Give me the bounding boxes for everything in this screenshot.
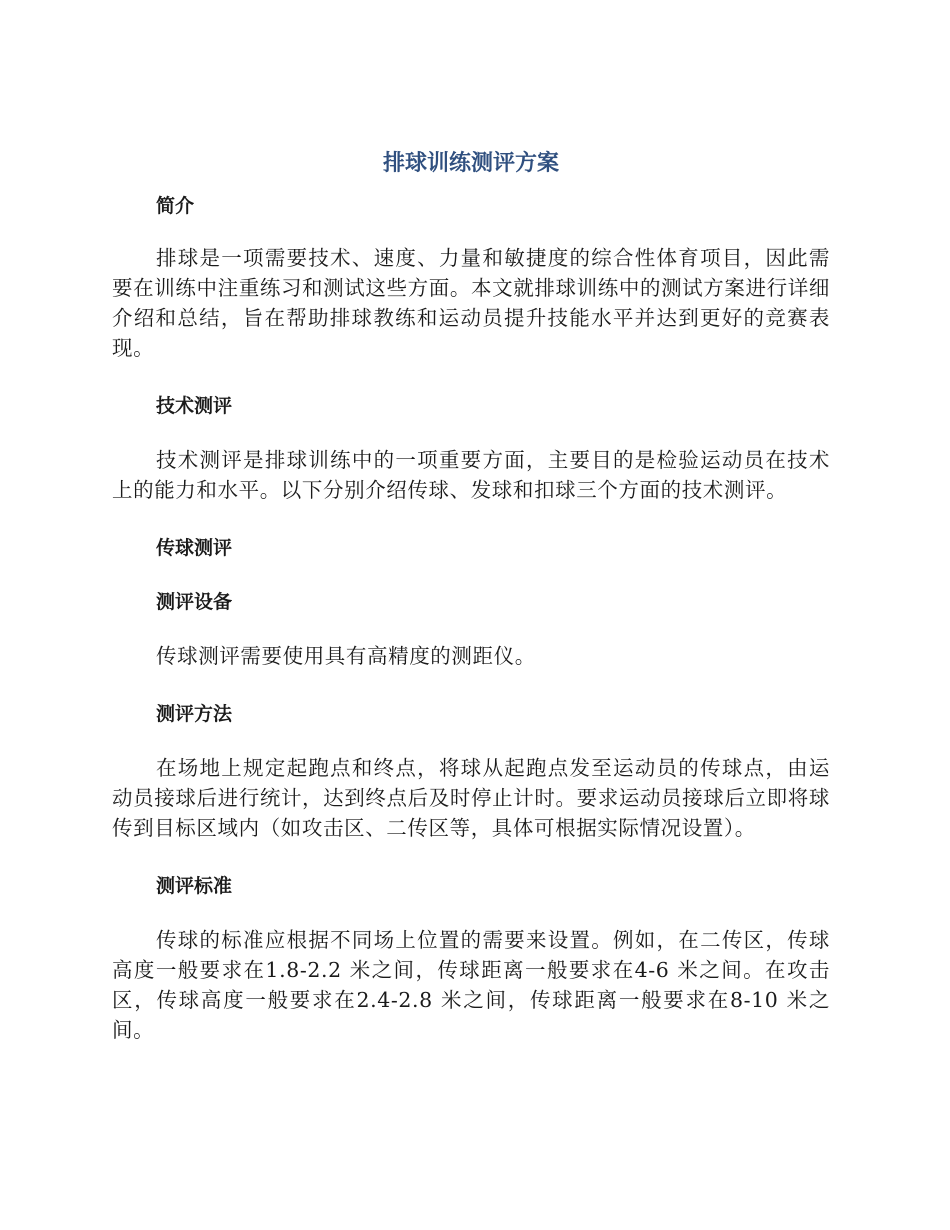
- document-title: 排球训练测评方案: [382, 151, 559, 176]
- section-heading-equipment: 测评设备: [156, 591, 233, 613]
- section-heading-intro: 简介: [156, 195, 195, 217]
- paragraph-equipment: 传球测评需要使用具有高精度的测距仪。: [156, 644, 536, 668]
- paragraph-method: 在场地上规定起跑点和终点，将球从起跑点发至运动员的传球点，由运动员接球后进行统计，达到终点后及时停止计时。要求运动员接球后立即将球传到目标区域内（如攻击区、二传区等，具体可根据实际情况设置）。: [112, 756, 830, 840]
- paragraph-tech: 技术测评是排球训练中的一项重要方面，主要目的是检验运动员在技术上的能力和水平。以下分别介绍传球、发球和扣球三个方面的技术测评。: [112, 448, 830, 502]
- section-heading-method: 测评方法: [156, 703, 233, 725]
- paragraph-standard: 传球的标准应根据不同场上位置的需要来设置。例如，在二传区，传球高度一般要求在1.8-2.2 米之间，传球距离一般要求在4-6 米之间。在攻击区，传球高度一般要求在2.4-2.8 米之间，传球距离一般要求在8-10 米之间。: [112, 928, 830, 1042]
- document-page: [112, 146, 830, 1057]
- section-heading-standard: 测评标准: [156, 875, 233, 897]
- paragraph-intro: 排球是一项需要技术、速度、力量和敏捷度的综合性体育项目，因此需要在训练中注重练习和测试这些方面。本文就排球训练中的测试方案进行详细介绍和总结，旨在帮助排球教练和运动员提升技能水平并达到更好的竞赛表现。: [112, 246, 830, 360]
- section-heading-pass: 传球测评: [156, 537, 233, 559]
- section-heading-tech: 技术测评: [156, 395, 233, 417]
